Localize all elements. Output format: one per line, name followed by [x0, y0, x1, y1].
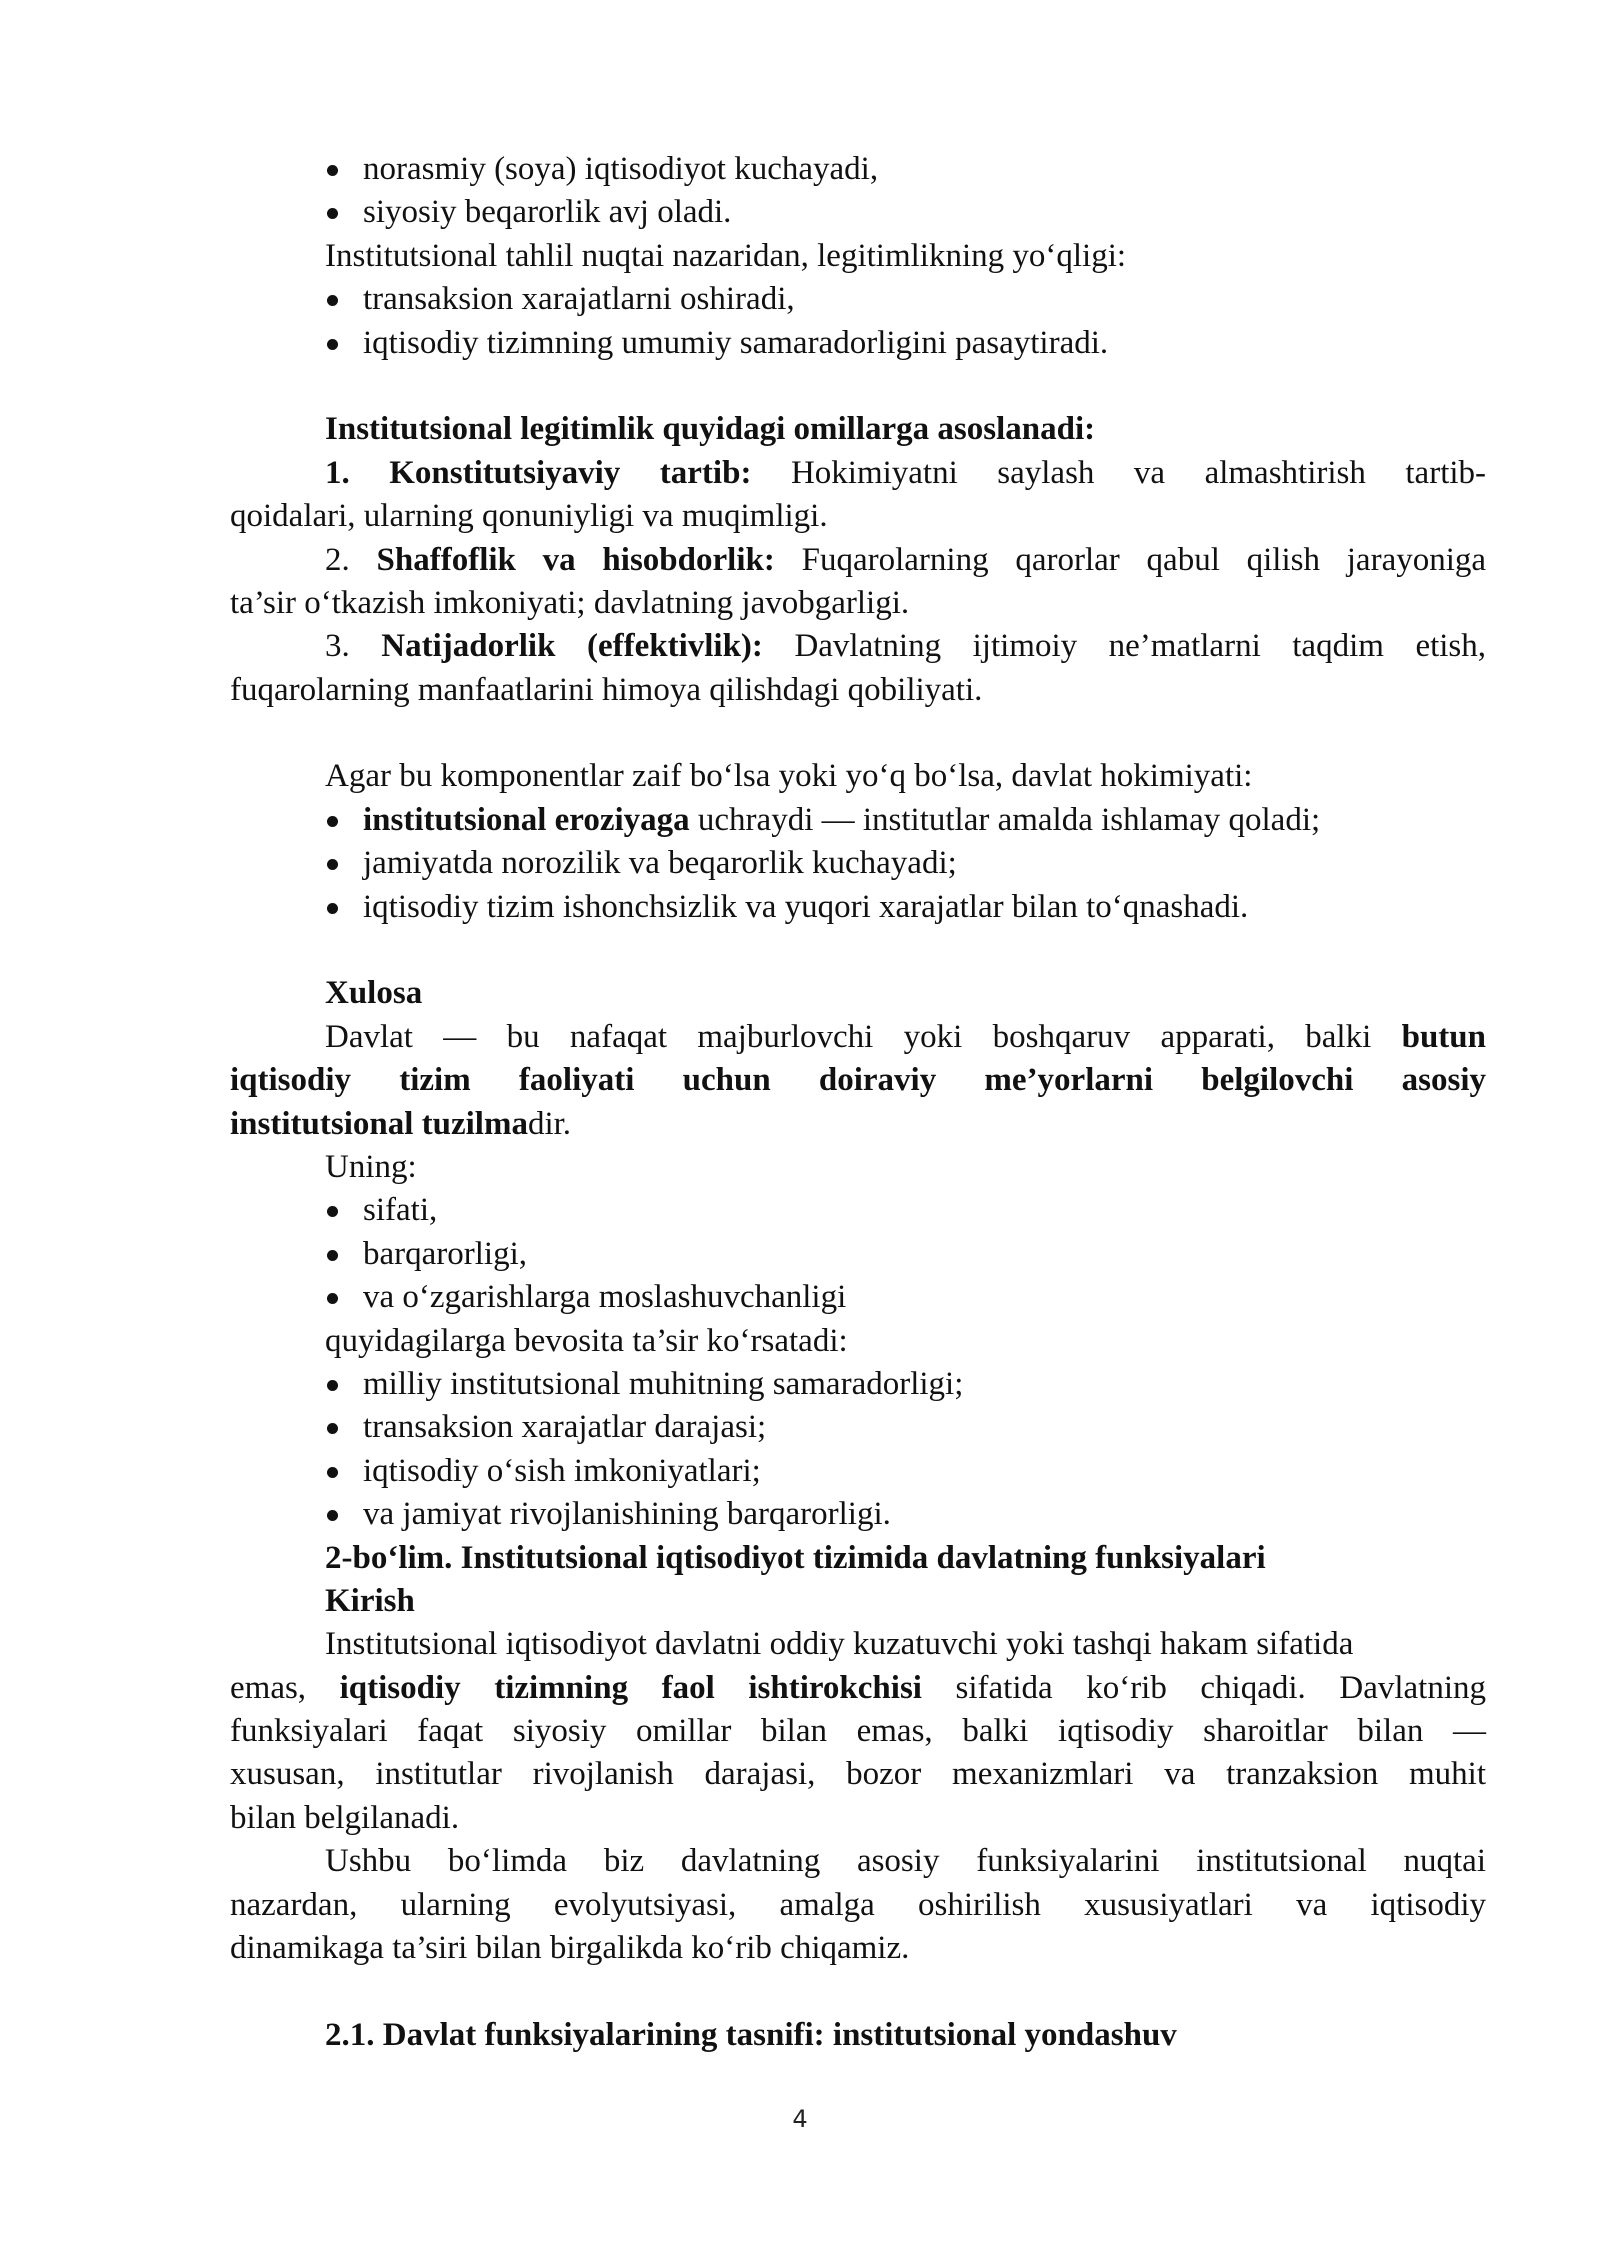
- kirish-line-1: Institutsional iqtisodiyot davlatni oddiy kuzatuvchi yoki tashqi hakam sifatida: [325, 1626, 1354, 1663]
- factor-3-line-2: fuqarolarning manfaatlarini himoya qilishdagi qobiliyati.: [230, 671, 983, 708]
- list-item: barqarorligi,: [230, 1233, 1486, 1276]
- list-item: sifati,: [230, 1189, 1486, 1232]
- legitimacy-heading: Institutsional legitimlik quyidagi omillarga asoslanadi:: [325, 411, 1096, 448]
- bullet-icon: [327, 165, 338, 176]
- list-item: va o‘zgarishlarga moslashuvchanligi: [230, 1276, 1486, 1319]
- list-item: iqtisodiy tizimning umumiy samaradorligini pasaytiradi.: [230, 322, 1486, 365]
- spacer: [230, 712, 1486, 755]
- spacer: [230, 929, 1486, 972]
- list-item: milliy institutsional muhitning samaradorligi;: [230, 1363, 1486, 1406]
- factor-2-line-2: ta’sir o‘tkazish imkoniyati; davlatning javobgarligi.: [230, 584, 910, 621]
- list-item: siyosiy beqarorlik avj oladi.: [230, 191, 1486, 234]
- conclusion-line-1: Davlat — bu nafaqat majburlovchi yoki boshqaruv apparati, balki butun: [325, 1018, 1486, 1055]
- paragraph-institutional-intro: Institutsional tahlil nuqtai nazaridan, legitimlikning yo‘qligi:: [325, 237, 1127, 274]
- spacer: [230, 365, 1486, 408]
- list-item: jamiyatda norozilik va beqarorlik kuchayadi;: [230, 842, 1486, 885]
- kirish-line-3: funksiyalari faqat siyosiy omillar bilan emas, balki iqtisodiy sharoitlar bilan —: [230, 1713, 1486, 1750]
- list-item: transaksion xarajatlar darajasi;: [230, 1406, 1486, 1449]
- kirish-line-5: bilan belgilanadi.: [230, 1799, 460, 1836]
- uning-label: Uning:: [325, 1148, 417, 1185]
- kirish-line-2: emas, iqtisodiy tizimning faol ishtirokchisi sifatida ko‘rib chiqadi. Davlatning: [230, 1669, 1486, 1706]
- weak-intro: Agar bu komponentlar zaif bo‘lsa yoki yo‘q bo‘lsa, davlat hokimiyati:: [325, 758, 1253, 795]
- conclusion-line-3: institutsional tuzilmadir.: [230, 1105, 572, 1142]
- section-title: 2-bo‘lim. Institutsional iqtisodiyot tizimida davlatning funksiyalari: [325, 1539, 1266, 1576]
- factor-2-line-1: 2. Shaffoflik va hisobdorlik: Fuqarolarning qarorlar qabul qilish jarayoniga: [325, 541, 1487, 578]
- subsection-title: 2.1. Davlat funksiyalarining tasnifi: institutsional yondashuv: [325, 2016, 1177, 2053]
- kirish-heading: Kirish: [325, 1582, 415, 1619]
- factor-1-line-1: 1. Konstitutsiyaviy tartib: Hokimiyatni saylash va almashtirish tartib-: [325, 454, 1487, 491]
- bullet-icon: [327, 1467, 338, 1478]
- ushbu-line-1: Ushbu bo‘limda biz davlatning asosiy funksiyalarini institutsional nuqtai: [325, 1843, 1486, 1880]
- bullet-icon: [327, 1250, 338, 1261]
- document-page: [230, 148, 1486, 2057]
- ushbu-line-2: nazardan, ularning evolyutsiyasi, amalga oshirilish xususiyatlari va iqtisodiy: [230, 1886, 1486, 1923]
- factor-1-line-2: qoidalari, ularning qonuniyligi va muqimligi.: [230, 498, 828, 535]
- spacer: [230, 1970, 1486, 2013]
- bullet-icon: [327, 1380, 338, 1391]
- list-item: iqtisodiy tizim ishonchsizlik va yuqori xarajatlar bilan to‘qnashadi.: [230, 886, 1486, 929]
- list-item: norasmiy (soya) iqtisodiyot kuchayadi,: [230, 148, 1486, 191]
- influence-intro: quyidagilarga bevosita ta’sir ko‘rsatadi:: [325, 1322, 848, 1359]
- factor-3-line-1: 3. Natijadorlik (effektivlik): Davlatning ijtimoiy ne’matlarni taqdim etish,: [325, 628, 1487, 665]
- bullet-icon: [327, 339, 338, 350]
- list-item: va jamiyat rivojlanishining barqarorligi.: [230, 1493, 1486, 1536]
- page-number: 4: [792, 2105, 808, 2133]
- bullet-icon: [327, 816, 338, 827]
- list-item: transaksion xarajatlarni oshiradi,: [230, 278, 1486, 321]
- list-item: institutsional eroziyaga uchraydi — institutlar amalda ishlamay qoladi;: [230, 799, 1486, 842]
- ushbu-line-3: dinamikaga ta’siri bilan birgalikda ko‘rib chiqamiz.: [230, 1930, 910, 1967]
- conclusion-heading: Xulosa: [325, 975, 423, 1012]
- list-item: iqtisodiy o‘sish imkoniyatlari;: [230, 1450, 1486, 1493]
- bullet-icon: [327, 903, 338, 914]
- conclusion-line-2: iqtisodiy tizim faoliyati uchun doiraviy me’yorlarni belgilovchi asosiy: [230, 1062, 1486, 1099]
- kirish-line-4: xususan, institutlar rivojlanish darajasi, bozor mexanizmlari va tranzaksion muhit: [230, 1756, 1486, 1793]
